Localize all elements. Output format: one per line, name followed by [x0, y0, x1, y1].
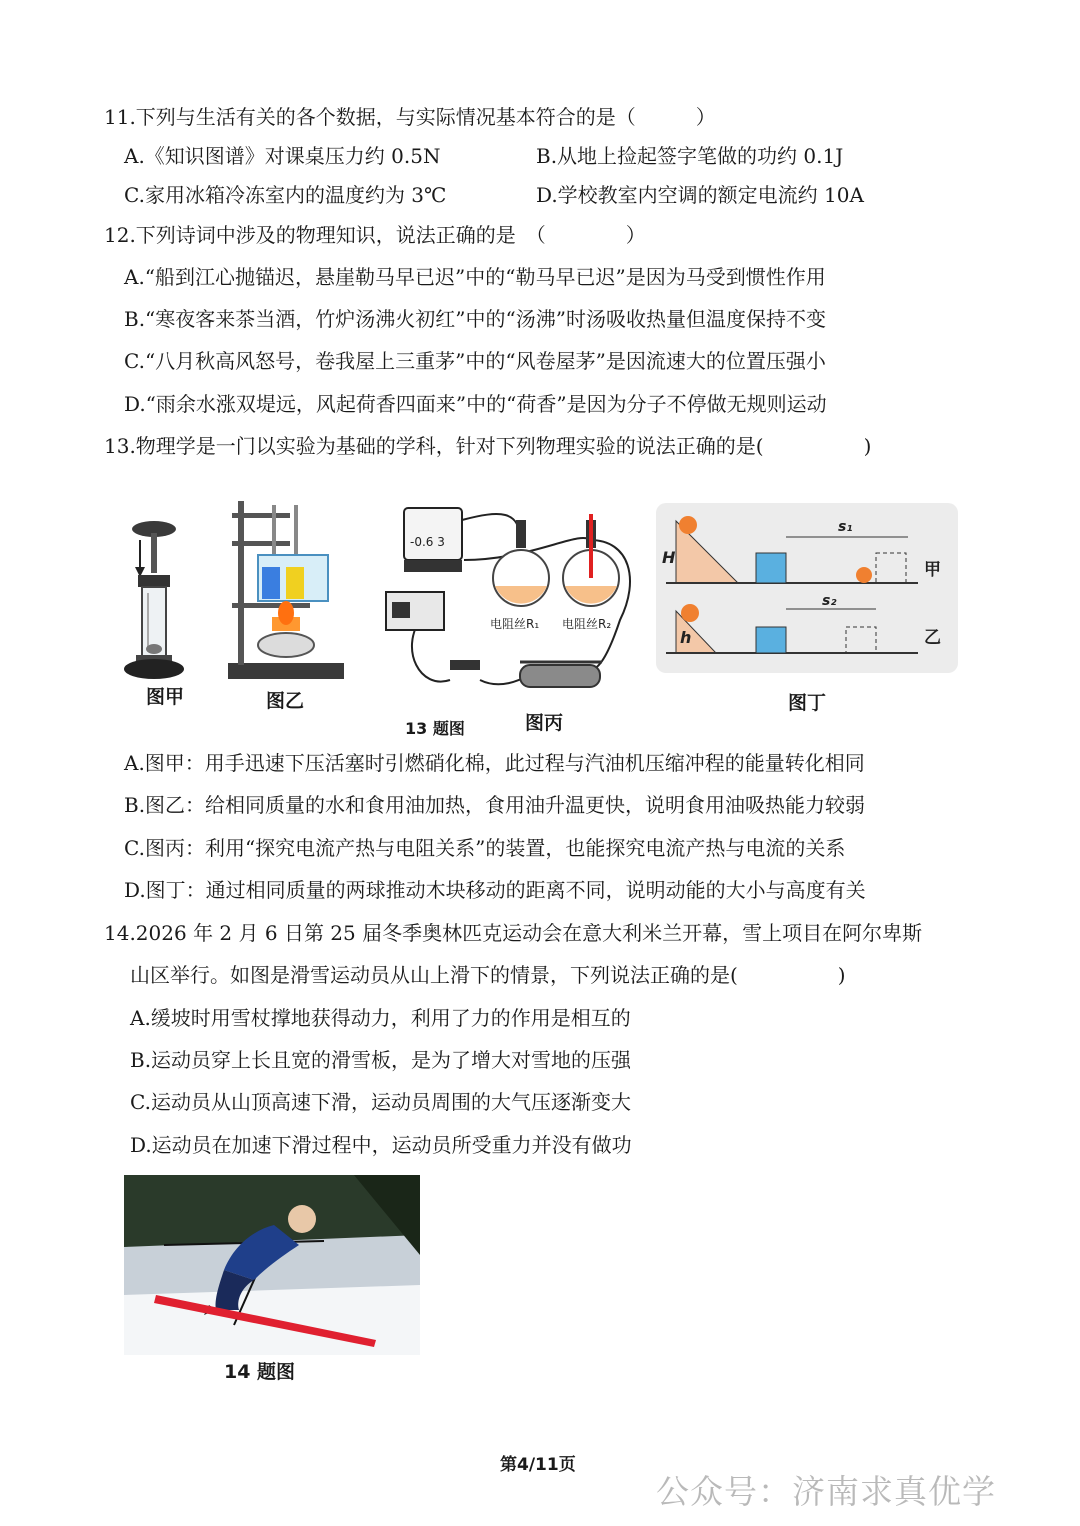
r1-label: 电阻丝R₁	[490, 617, 540, 631]
q12-option-d: D.“雨余水涨双堤远，风起荷香四面来”中的“荷香”是因为分子不停做无规则运动	[124, 392, 827, 416]
q13-option-b: B.图乙：给相同质量的水和食用油加热，食用油升温更快，说明食用油吸热能力较弱	[124, 793, 866, 817]
watermark: 公众号：济南求真优学	[656, 1472, 996, 1511]
ding-distance-2: s₂	[822, 593, 837, 609]
q11-stem: 11.下列与生活有关的各个数据，与实际情况基本符合的是（ ）	[104, 105, 716, 129]
meter-scale: -0.6 3	[410, 535, 445, 549]
ding-height-small: h	[680, 628, 692, 647]
figure-ding-kinetic-energy	[656, 503, 958, 673]
ding-row-yi: 乙	[924, 628, 941, 648]
q11-option-c: C.家用冰箱冷冻室内的温度约为 3℃	[124, 183, 447, 207]
skier-photo	[124, 1175, 420, 1355]
figure-jia-caption: 图甲	[146, 686, 185, 708]
q13-option-a: A.图甲：用手迅速下压活塞时引燃硝化棉，此过程与汽油机压缩冲程的能量转化相同	[124, 751, 865, 775]
q14-option-b: B.运动员穿上长且宽的滑雪板，是为了增大对雪地的压强	[130, 1048, 632, 1072]
q13-option-d: D.图丁：通过相同质量的两球推动木块移动的距离不同，说明动能的大小与高度有关	[124, 878, 866, 902]
figure-jia-fire-syringe	[118, 515, 190, 685]
figure-yi-caption: 图乙	[266, 690, 305, 712]
q14-stem-line1: 14.2026 年 2 月 6 日第 25 届冬季奥林匹克运动会在意大利米兰开幕，雪上项目在阿尔卑斯	[104, 921, 923, 945]
q11-option-b: B.从地上捡起签字笔做的功约 0.1J	[536, 144, 844, 168]
figure-bing-caption: 图丙	[525, 712, 564, 734]
q12-option-a: A.“船到江心抛锚迟，悬崖勒马早已迟”中的“勒马早已迟”是因为马受到惯性作用	[124, 265, 826, 289]
figure-bing-circuit	[380, 500, 640, 710]
figure-14-caption: 14 题图	[224, 1361, 296, 1383]
q13-option-c: C.图丙：利用“探究电流产热与电阻关系”的装置，也能探究电流产热与电流的关系	[124, 836, 846, 860]
ding-row-jia: 甲	[924, 560, 941, 580]
q14-option-d: D.运动员在加速下滑过程中，运动员所受重力并没有做功	[130, 1133, 632, 1157]
figure-13-caption: 13 题图	[405, 719, 465, 738]
ding-distance-1: s₁	[838, 519, 853, 535]
q14-option-c: C.运动员从山顶高速下滑，运动员周围的大气压逐渐变大	[130, 1090, 631, 1114]
q14-option-a: A.缓坡时用雪杖撑地获得动力，利用了力的作用是相互的	[130, 1006, 631, 1030]
q11-option-d: D.学校教室内空调的额定电流约 10A	[536, 183, 864, 207]
q12-stem: 12.下列诗词中涉及的物理知识，说法正确的是 （ ）	[104, 223, 646, 247]
q14-stem-line2: 山区举行。如图是滑雪运动员从山上滑下的情景，下列说法正确的是( )	[130, 963, 846, 987]
q12-option-c: C.“八月秋高风怒号，卷我屋上三重茅”中的“风卷屋茅”是因流速大的位置压强小	[124, 349, 826, 373]
q12-option-b: B.“寒夜客来茶当酒，竹炉汤沸火初红”中的“汤沸”时汤吸收热量但温度保持不变	[124, 307, 826, 331]
figure-ding-caption: 图丁	[788, 692, 827, 714]
q11-option-a: A.《知识图谱》对课桌压力约 0.5N	[124, 144, 441, 168]
ding-height-big: H	[662, 548, 676, 567]
r2-label: 电阻丝R₂	[562, 617, 612, 631]
figure-yi-heating-setup	[220, 493, 350, 683]
q13-stem: 13.物理学是一门以实验为基础的学科，针对下列物理实验的说法正确的是( )	[104, 434, 872, 458]
page-number: 第4/11页	[500, 1455, 576, 1475]
